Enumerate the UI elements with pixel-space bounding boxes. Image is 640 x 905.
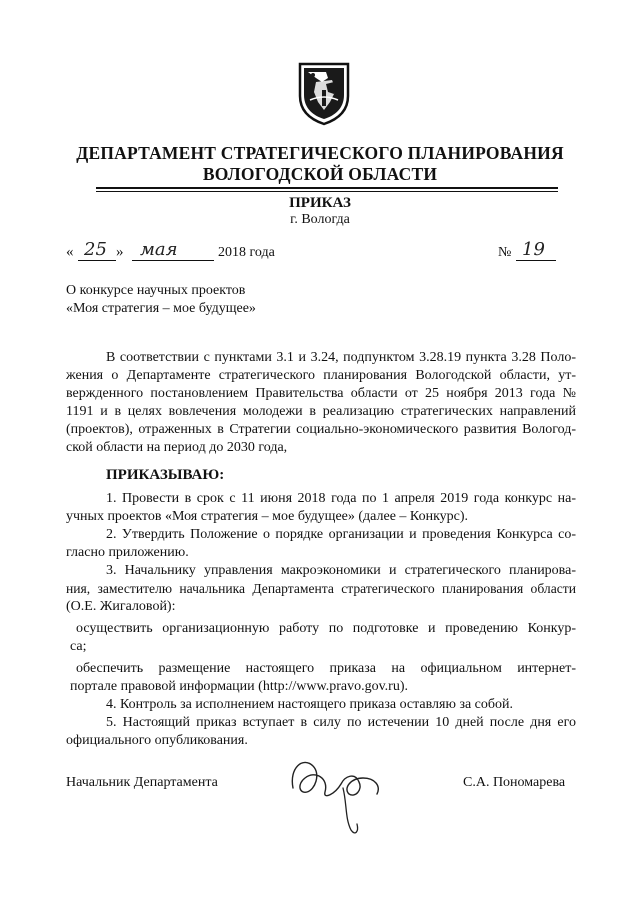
preamble-line: В соответствии с пунктами 3.1 и 3.24, подпунктом 3.28.19 пункта 3.28 Поло- <box>106 350 576 365</box>
preamble-line: 1191 и в целях вовлечения молодежи в реализацию стратегических направлений <box>66 404 576 419</box>
date-close-quote: » <box>116 244 124 260</box>
item-4-line: 4. Контроль за исполнением настоящего приказа оставляю за собой. <box>106 697 514 712</box>
department-title-line1: ДЕПАРТАМЕНТ СТРАТЕГИЧЕСКОГО ПЛАНИРОВАНИЯ <box>76 143 564 163</box>
order-number: 19 <box>522 239 545 260</box>
item-3-line: ния, заместителю начальника Департамента стратегического планирования области <box>66 581 576 596</box>
item-1-line: учных проектов «Моя стратегия – мое будущее» (далее – Конкурс). <box>66 509 469 524</box>
date-row <box>66 239 566 266</box>
order-number-sign: № <box>498 245 512 260</box>
date-month: мая <box>140 239 178 260</box>
item-3a-line: са; <box>70 639 87 654</box>
item-3-line: 3. Начальнику управления макроэкономики и стратегического планирова- <box>106 563 576 578</box>
preamble-line: ской области на период до 2030 года, <box>66 440 288 455</box>
item-3b-line: обеспечить размещение настоящего приказа на официальном интернет- <box>76 661 576 676</box>
order-title: ПРИКАЗ <box>289 195 351 211</box>
signature-position: Начальник Департамента <box>66 775 218 790</box>
order-word: ПРИКАЗЫВАЮ: <box>106 467 225 483</box>
subject-line1: О конкурсе научных проектов <box>66 283 246 298</box>
date-day: 25 <box>84 239 107 260</box>
signature-name: С.А. Пономарева <box>463 775 566 790</box>
preamble-line: (проектов), отраженных в Стратегии социально-экономического развития Вологод- <box>66 422 576 437</box>
item-5-line: официального опубликования. <box>66 733 248 748</box>
handwritten-signature <box>285 748 395 838</box>
date-month-underline <box>132 260 214 261</box>
order-number-underline <box>516 260 556 261</box>
date-open-quote: « <box>66 244 74 260</box>
preamble <box>66 349 576 457</box>
order-subject <box>66 282 256 318</box>
preamble-line: жения о Департаменте стратегического планирования Вологодской области, ут- <box>66 368 576 383</box>
item-2-line: гласно приложению. <box>66 545 189 560</box>
item-3a-line: осуществить организационную работу по подготовке и проведению Конкур- <box>76 621 576 636</box>
vologda-coat-of-arms-icon <box>296 60 352 126</box>
header-divider <box>96 187 558 189</box>
preamble-line: вержденного постановлением Правительства области от 25 ноября 2013 года № <box>66 386 576 401</box>
item-1-line: 1. Провести в срок с 11 июня 2018 года по 1 апреля 2019 года конкурс на- <box>106 491 576 506</box>
subject-line2: «Моя стратегия – мое будущее» <box>66 301 256 316</box>
item-3b-line: портале правовой информации (http://www.pravo.gov.ru). <box>70 679 408 694</box>
department-title-line2: ВОЛОГОДСКОЙ ОБЛАСТИ <box>202 164 438 184</box>
date-year: 2018 года <box>218 245 275 260</box>
header-divider-thin <box>96 191 558 192</box>
order-city: г. Вологда <box>290 212 350 227</box>
order-items <box>66 490 576 750</box>
date-day-underline <box>78 260 116 261</box>
item-5-line: 5. Настоящий приказ вступает в силу по истечении 10 дней после дня его <box>106 715 576 730</box>
item-2-line: 2. Утвердить Положение о порядке организации и проведения Конкурса со- <box>106 527 576 542</box>
item-3-line: (О.Е. Жигаловой): <box>66 599 176 614</box>
